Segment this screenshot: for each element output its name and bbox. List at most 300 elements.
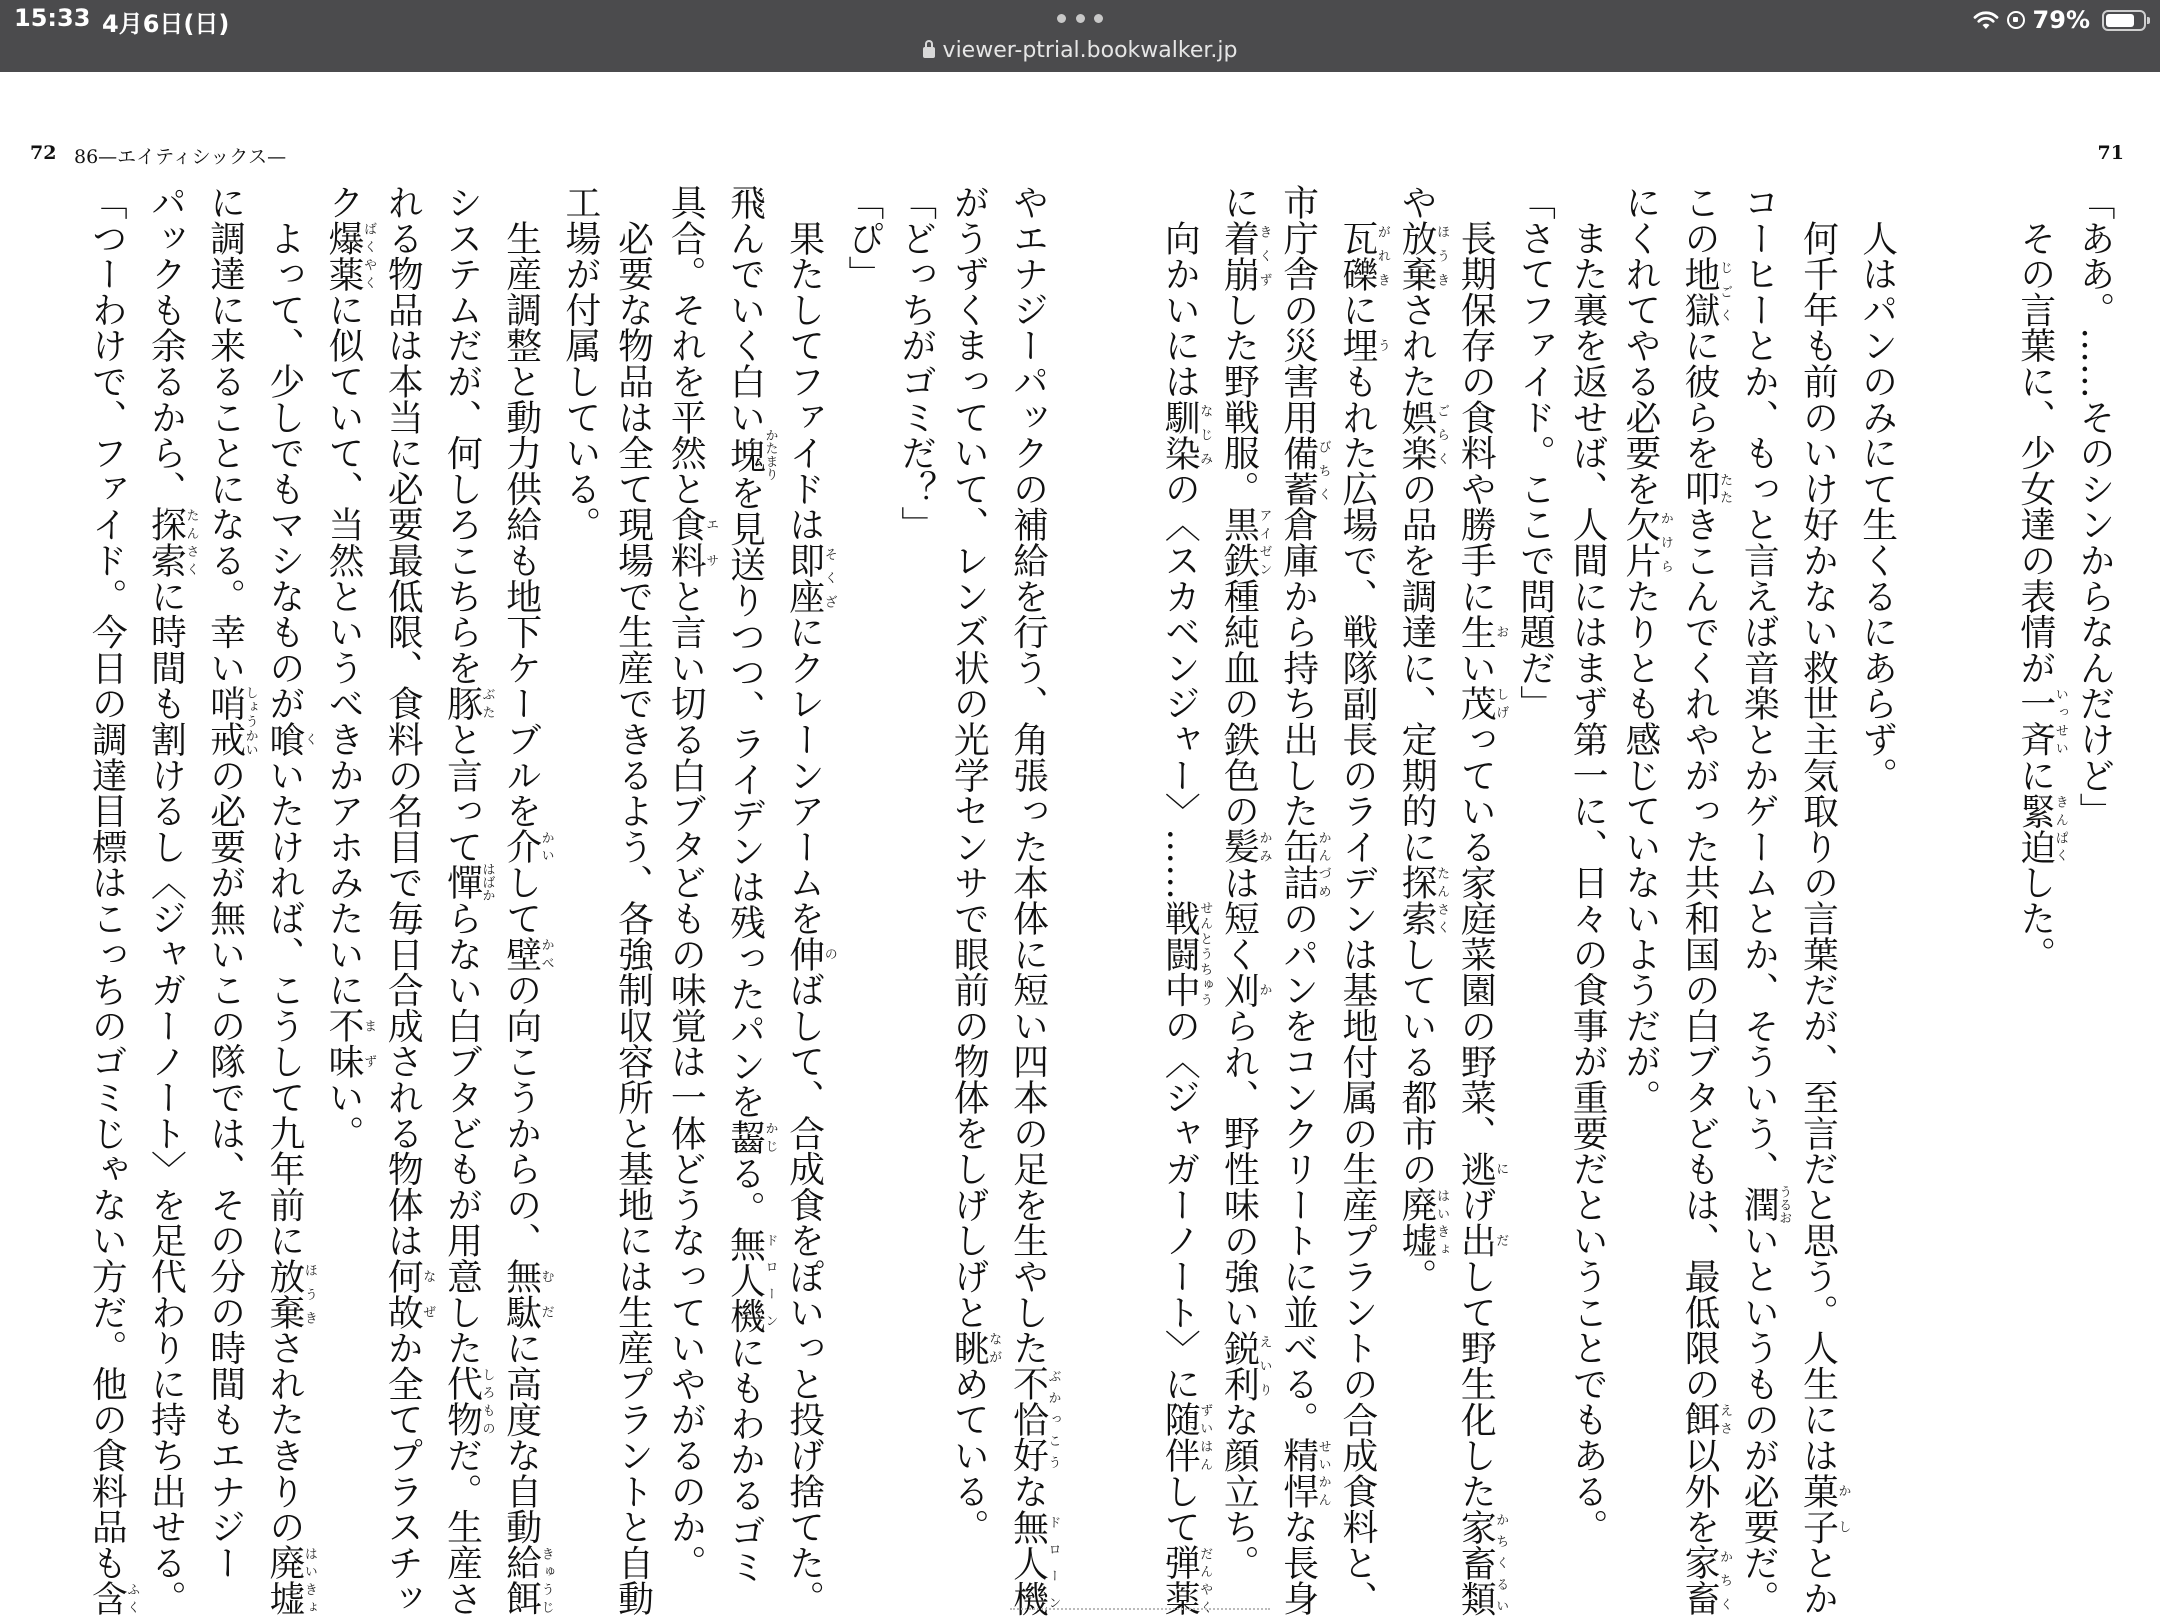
left-page-number: 72	[30, 142, 57, 164]
text-segment: の品を調達に、定期的に	[1396, 470, 1438, 865]
text-segment: いたければ、こうして九年前に	[263, 756, 305, 1259]
ruby-word	[783, 935, 837, 972]
text-segment: コーヒーとか、もっと言えば音楽とかゲームとか、そういう、	[1738, 184, 1780, 1187]
text-line	[836, 184, 889, 1554]
text-line	[2008, 184, 2067, 1554]
ruby-base: 埋	[1336, 327, 1378, 364]
text-segment: 以外を	[1679, 1437, 1721, 1545]
status-date: 4月6日(日)	[102, 10, 230, 38]
ruby-reading: ぶかっこう	[1045, 1365, 1061, 1473]
text-segment: と言い切る白ブタどもの味覚は一体どうなっていやがるのか。	[665, 577, 707, 1581]
text-segment: は短く	[1218, 864, 1260, 972]
text-segment	[1962, 184, 2003, 220]
ruby-reading: せんとうちゅう	[1197, 900, 1213, 1008]
ruby-reading: ばくやく	[361, 219, 377, 292]
text-segment: にくれてやる必要を	[1619, 184, 1661, 507]
ruby-base: 廃墟	[263, 1544, 305, 1617]
ruby-reading: かし	[1835, 1472, 1851, 1545]
text-segment: に時間も割けるし〈ジャガーノート〉を足代わりに持ち出せる。	[145, 577, 187, 1617]
ruby-word	[1679, 255, 1733, 328]
text-segment: に	[2014, 756, 2056, 793]
ruby-base: 放棄	[1396, 219, 1438, 292]
ruby-word	[783, 542, 837, 614]
ruby-word	[382, 1258, 436, 1330]
ruby-base: 家畜類	[1455, 1508, 1497, 1617]
text-segment: な長身	[1277, 1508, 1319, 1617]
text-segment: 種純血の鉄色の	[1218, 577, 1260, 829]
ruby-reading: かけら	[1657, 506, 1673, 578]
text-line	[1672, 184, 1733, 1617]
ruby-reading: はいきょ	[1434, 1186, 1450, 1259]
ruby-base: 憚	[441, 862, 483, 902]
ruby-base: 戦闘中	[1159, 900, 1201, 1008]
text-segment: この	[1679, 184, 1721, 256]
ruby-base: 菓子	[1797, 1472, 1839, 1545]
text-line	[1791, 184, 1851, 1617]
ruby-word	[1218, 219, 1272, 292]
text-line	[1903, 184, 1956, 1554]
text-line	[1153, 184, 1213, 1617]
ruby-reading: ふく	[124, 1580, 140, 1617]
text-segment: している都市の	[1396, 935, 1438, 1187]
ruby-reading: かべ	[538, 935, 554, 972]
ruby-word	[263, 721, 317, 757]
ruby-reading: ドローン	[1045, 1508, 1061, 1617]
ruby-base: 豚	[441, 685, 483, 722]
ruby-base: 放棄	[263, 1258, 305, 1330]
text-line	[198, 184, 258, 1581]
text-line	[1732, 184, 1792, 1617]
ruby-reading: ほうき	[301, 1258, 317, 1330]
left-page-text[interactable]	[80, 184, 1061, 1617]
ruby-word	[323, 219, 377, 292]
ruby-reading: エサ	[703, 506, 719, 578]
ruby-reading: う	[1374, 327, 1390, 364]
ruby-base: 一斉	[2014, 685, 2056, 757]
text-segment	[1337, 184, 1378, 220]
text-segment: っている家庭菜園の野菜、	[1455, 721, 1497, 1151]
ruby-reading: かじ	[762, 1119, 778, 1155]
ruby-base: 代物	[441, 1365, 483, 1438]
ruby-base: 精悍	[1277, 1437, 1319, 1509]
ruby-word	[500, 828, 554, 865]
text-segment: れる物品は本当に必要最低限、食料の名目で毎日合成される物体は	[382, 184, 424, 1258]
ruby-reading: いっせい	[2052, 685, 2068, 757]
ruby-word	[1455, 685, 1509, 722]
ruby-reading: じごく	[1717, 255, 1733, 328]
text-line	[889, 184, 942, 1554]
text-line	[1955, 184, 2008, 1554]
ruby-reading: に	[1493, 1150, 1509, 1187]
page-scroll-indicator	[1010, 1608, 1270, 1616]
ruby-reading: えさ	[1717, 1401, 1733, 1438]
ruby-reading: なが	[986, 1329, 1002, 1366]
text-segment: に似ていて、当然というべきかアホみたいに	[323, 291, 365, 1008]
text-line	[1212, 184, 1272, 1581]
ruby-word	[500, 1544, 554, 1617]
text-segment: を見送りつつ、ライデンは残ったパンを	[724, 474, 766, 1120]
text-segment: と言って	[441, 721, 483, 865]
ruby-reading: かみ	[1256, 828, 1272, 865]
text-line	[2067, 184, 2120, 1554]
ruby-reading: かたまり	[762, 428, 778, 481]
ruby-reading: かんづめ	[1315, 828, 1331, 901]
text-segment: ばして、合成食をぽいっと投げ捨てた。	[783, 971, 825, 1617]
ruby-reading: びちく	[1315, 434, 1331, 507]
ruby-reading: なぜ	[420, 1258, 436, 1330]
ruby-base: 缶詰	[1277, 828, 1319, 901]
text-segment: の〈ジャガーノート〉に	[1159, 1007, 1201, 1402]
text-segment: だ。生産さ	[441, 1437, 483, 1617]
text-segment: られ、野性味の強い	[1218, 1007, 1260, 1330]
text-segment: その言葉に、少女達の表情が	[2014, 184, 2056, 686]
ruby-base: 娯楽	[1396, 398, 1438, 471]
ruby-word	[441, 862, 495, 902]
text-segment: 具合。それを平然と	[665, 184, 707, 507]
text-segment: 果たしてファイドは	[783, 184, 825, 542]
text-segment: る。	[724, 1154, 766, 1227]
ruby-word	[86, 1580, 140, 1617]
ruby-reading: きゅうじ	[538, 1544, 554, 1617]
rotation-lock-icon	[2007, 11, 2025, 29]
ruby-word	[1159, 1401, 1213, 1473]
text-segment: の必要が無いこの隊では、その分の時間もエナジー	[204, 756, 246, 1581]
text-segment: 「つーわけで、ファイド。今日の調達目標はこっちのゴミじゃない方だ。他の食料品も	[86, 184, 128, 1581]
ruby-reading: がれき	[1374, 219, 1390, 292]
status-time: 15:33	[14, 4, 91, 32]
ruby-reading: きくず	[1256, 219, 1272, 292]
ruby-word	[1218, 828, 1272, 865]
ruby-reading: なじみ	[1197, 398, 1213, 471]
ruby-word	[2014, 685, 2068, 757]
ruby-base: 無人機	[1007, 1508, 1049, 1617]
text-segment: やエナジーパックの補給を行う、角張った本体に短い四本の足を生やした	[1007, 184, 1049, 1366]
text-segment: たりとも感じていないようだが。	[1619, 577, 1661, 1115]
ruby-base: 地獄	[1679, 255, 1721, 328]
ruby-base: 何故	[382, 1258, 424, 1330]
ruby-base: 緊迫	[2014, 792, 2056, 865]
ruby-word	[1455, 1150, 1509, 1187]
multitask-menu-dots-icon[interactable]	[1057, 14, 1103, 24]
ruby-reading: きんぱく	[2052, 792, 2068, 865]
text-segment: 。	[1396, 1258, 1438, 1294]
ruby-word	[1396, 864, 1450, 936]
ruby-base: 馴染	[1159, 398, 1201, 471]
ruby-base: 出	[1455, 1222, 1497, 1259]
text-line	[1330, 184, 1390, 1617]
text-segment: 向かいには	[1159, 184, 1201, 399]
text-line	[376, 184, 436, 1617]
text-segment: や	[1396, 184, 1438, 220]
ruby-base: 不恰好	[1007, 1365, 1049, 1473]
ruby-base: 伸	[783, 935, 825, 972]
text-segment: 「さてファイド。ここで問題だ」	[1514, 184, 1556, 721]
ruby-base: 喰	[263, 721, 305, 757]
text-segment: らない白ブタどもが用意した	[441, 900, 483, 1366]
ruby-reading: かい	[538, 828, 554, 865]
ruby-word	[1336, 219, 1390, 292]
ruby-reading: たんさく	[183, 506, 199, 578]
ruby-base: 備蓄	[1277, 434, 1319, 507]
ruby-reading: の	[821, 935, 837, 972]
text-line	[1001, 184, 1061, 1617]
text-segment	[1909, 184, 1950, 220]
battery-level-fill	[2106, 14, 2134, 27]
ruby-reading: お	[1493, 613, 1509, 650]
ruby-base: 爆薬	[323, 219, 365, 292]
text-segment: した。	[2014, 864, 2056, 972]
text-segment: もれた広場で、戦隊副長のライデンは基地付属の生産プラントの合成食料と、	[1336, 363, 1378, 1617]
text-segment: な	[1007, 1472, 1049, 1509]
ruby-base: 探索	[1396, 864, 1438, 936]
ruby-reading: はいきょ	[301, 1544, 317, 1617]
text-line	[1449, 184, 1509, 1617]
ruby-word	[441, 685, 495, 722]
status-indicators	[1973, 4, 2146, 36]
wifi-icon	[1973, 10, 1999, 30]
text-segment: 人はパンのみにて生くるにあらず。	[1856, 184, 1898, 793]
text-line	[1850, 184, 1903, 1554]
text-segment: 何千年も前のいけ好かない救世主気取りの言葉だが、至言だと思う。人生には	[1797, 184, 1839, 1473]
ruby-reading: く	[301, 721, 317, 757]
text-line	[1560, 184, 1613, 1554]
battery-icon	[2102, 10, 2146, 31]
ruby-word	[1396, 398, 1450, 471]
text-line	[494, 184, 554, 1617]
text-segment: い	[1455, 649, 1497, 686]
ruby-word	[145, 506, 199, 578]
text-segment: に高度な自動	[500, 1329, 542, 1545]
ruby-base: 欠片	[1619, 506, 1661, 578]
ruby-base: 逃	[1455, 1150, 1497, 1187]
ruby-word	[1679, 1401, 1733, 1438]
ruby-reading: かちくるい	[1493, 1508, 1509, 1617]
text-line	[1271, 184, 1331, 1617]
text-segment: 生産調整と動力供給も地下ケーブルを	[500, 184, 542, 829]
ruby-reading: せいかん	[1315, 1437, 1331, 1509]
text-segment: 「どっちがゴミだ？」	[895, 184, 937, 542]
text-line	[1613, 184, 1672, 1554]
text-segment: いというものが必要だ。	[1738, 1222, 1780, 1617]
ruby-base: 齧	[724, 1119, 766, 1155]
text-segment: の〈スカベンジャー〉……	[1159, 470, 1201, 901]
ruby-base: 茂	[1455, 685, 1497, 722]
text-segment: に彼らを	[1679, 327, 1721, 471]
text-segment: 「ああ。……そのシンからなんだけど」	[2074, 184, 2115, 829]
text-segment: に調達に来ることになる。幸い	[204, 184, 246, 686]
address-bar-url: viewer-ptrial.bookwalker.jp	[942, 38, 1238, 63]
ruby-word	[724, 1226, 778, 1334]
ruby-word	[1455, 1508, 1509, 1617]
battery-percentage: 79%	[2032, 6, 2090, 34]
ruby-word	[1218, 506, 1272, 578]
ruby-word	[500, 1258, 554, 1330]
ruby-base: 不味	[323, 1007, 365, 1080]
ruby-base: 廃墟	[1396, 1186, 1438, 1259]
ruby-word	[1277, 1437, 1331, 1509]
text-segment: して野生化した	[1455, 1258, 1497, 1509]
text-line	[942, 184, 1001, 1554]
ruby-word	[1007, 1508, 1061, 1617]
ruby-base: 瓦礫	[1336, 219, 1378, 292]
ruby-base: 無人機	[724, 1226, 766, 1334]
ruby-base: 弾薬	[1159, 1544, 1201, 1617]
ruby-word	[724, 1119, 778, 1155]
ruby-word	[263, 1258, 317, 1330]
ruby-reading: はばか	[479, 862, 495, 902]
ruby-base: 叩	[1679, 470, 1721, 507]
text-line	[718, 184, 778, 1585]
ruby-word	[1738, 1184, 1792, 1224]
text-segment: めている。	[948, 1365, 990, 1545]
text-line	[316, 184, 375, 1554]
ruby-word	[441, 1365, 495, 1438]
ruby-word	[204, 685, 258, 757]
ruby-base: 餌	[1679, 1401, 1721, 1438]
text-line	[659, 184, 719, 1581]
text-segment: された	[1396, 291, 1438, 399]
ruby-reading: えいり	[1256, 1329, 1272, 1402]
ruby-word	[500, 935, 554, 972]
ruby-reading: まず	[361, 1007, 377, 1080]
text-segment: にもわかるゴミ	[724, 1333, 766, 1585]
ruby-reading: かちく	[1717, 1544, 1733, 1617]
ruby-base: 探索	[145, 506, 187, 578]
right-page-text[interactable]	[1153, 184, 2120, 1617]
ruby-reading: だ	[1493, 1222, 1509, 1259]
ruby-word	[724, 428, 778, 481]
text-segment: 工場が付属している。	[559, 184, 601, 542]
ruby-reading: しょうかい	[242, 685, 258, 757]
ruby-reading: むだ	[538, 1258, 554, 1330]
address-bar[interactable]	[0, 38, 2160, 63]
ruby-base: 食料	[665, 506, 707, 578]
text-segment: 倉庫から持ち出した	[1277, 506, 1319, 829]
ruby-word	[1277, 434, 1331, 507]
text-segment: 「ぴ」	[842, 184, 884, 292]
ruby-word	[1336, 327, 1390, 364]
ruby-base: 着崩	[1218, 219, 1260, 292]
ruby-word	[1277, 828, 1331, 901]
ruby-reading: しろもの	[479, 1365, 495, 1438]
ruby-base: 無駄	[500, 1258, 542, 1330]
text-segment: な顔立ち。	[1218, 1401, 1260, 1581]
text-segment: ク	[323, 184, 365, 220]
text-line	[139, 184, 199, 1617]
text-segment: の向こうからの、	[500, 971, 542, 1259]
ruby-word	[263, 1544, 317, 1617]
ruby-word	[665, 506, 719, 578]
text-segment: とか	[1797, 1544, 1839, 1617]
text-line	[257, 184, 317, 1617]
text-line	[80, 184, 140, 1617]
text-segment: パックも余るから、	[145, 184, 187, 507]
text-line	[606, 184, 659, 1616]
ruby-base: 哨戒	[204, 685, 246, 757]
text-segment: した野戦服。	[1218, 291, 1260, 507]
ruby-word	[1797, 1472, 1851, 1545]
text-segment: げ	[1455, 1186, 1497, 1223]
ruby-reading: たんさく	[1434, 864, 1450, 936]
text-line	[777, 184, 837, 1617]
ruby-reading: ほうき	[1434, 219, 1450, 292]
ruby-word	[1218, 971, 1272, 1008]
ruby-base: 壁	[500, 935, 542, 972]
text-segment: システムだが、何しろこちらを	[441, 184, 483, 686]
text-segment: 市庁舎の災害用	[1277, 184, 1319, 435]
ruby-word	[1159, 398, 1213, 471]
text-segment: のパンをコンクリートに並べる。	[1277, 900, 1319, 1438]
ruby-base: 即座	[783, 542, 825, 614]
ruby-word	[1159, 900, 1213, 1008]
ruby-base: 刈	[1218, 971, 1260, 1008]
ruby-reading: だんやく	[1197, 1544, 1213, 1617]
right-page-number: 71	[2097, 142, 2124, 164]
ruby-base: 塊	[724, 428, 766, 481]
ruby-word	[1679, 470, 1733, 507]
text-segment: 長期保存の食料や勝手に	[1455, 184, 1497, 614]
ruby-base: 黒鉄	[1218, 506, 1260, 578]
text-segment: にクレーンアームを	[783, 613, 825, 936]
text-segment: また裏を返せば、人間にはまず第一に、日々の食事が重要だということでもある。	[1567, 184, 1609, 1545]
ruby-reading: か	[1256, 971, 1272, 1008]
ruby-word	[1007, 1365, 1061, 1473]
ruby-base: 潤	[1738, 1184, 1780, 1224]
ruby-word	[1396, 1186, 1450, 1259]
ruby-base: 随伴	[1159, 1401, 1201, 1473]
ruby-word	[1679, 1544, 1733, 1617]
text-segment: 必要な物品は全て現場で生産できるよう、各強制収容所と基地には生産プラントと自動	[612, 184, 654, 1616]
ruby-word	[1455, 613, 1509, 650]
ruby-base: 給餌	[500, 1544, 542, 1617]
text-line	[1389, 184, 1448, 1554]
text-line	[553, 184, 606, 1554]
ruby-base: 生	[1455, 613, 1497, 650]
ruby-reading: アイゼン	[1256, 506, 1272, 578]
ruby-base: 髪	[1218, 828, 1260, 865]
ruby-base: 鋭利	[1218, 1329, 1260, 1402]
text-segment: い。	[323, 1079, 365, 1151]
text-segment: して	[500, 864, 542, 936]
ruby-reading: たた	[1717, 470, 1733, 507]
text-segment: きこんでくれやがった共和国の白ブタどもは、最低限の	[1679, 506, 1721, 1402]
ruby-base: 含	[86, 1580, 128, 1617]
ruby-reading: ずいはん	[1197, 1401, 1213, 1473]
ruby-word	[1218, 1329, 1272, 1402]
ruby-word	[1455, 1222, 1509, 1259]
ruby-reading: ぶた	[479, 685, 495, 722]
text-segment: されたきりの	[263, 1329, 305, 1545]
ruby-reading: そくざ	[821, 542, 837, 614]
text-segment: 飛んでいく白い	[724, 184, 766, 435]
ruby-word	[1396, 219, 1450, 292]
ruby-word	[2014, 792, 2068, 865]
status-bar	[0, 0, 2160, 72]
ruby-word	[1159, 1544, 1213, 1617]
ruby-reading: ごらく	[1434, 398, 1450, 471]
ruby-word	[948, 1329, 1002, 1366]
lock-icon	[923, 47, 935, 58]
ruby-reading: うるお	[1776, 1184, 1792, 1224]
ruby-base: 家畜	[1679, 1544, 1721, 1617]
text-segment: に	[1218, 184, 1260, 220]
text-segment: に	[1336, 291, 1378, 328]
ruby-base: 眺	[948, 1329, 990, 1366]
text-segment: して	[1159, 1472, 1201, 1545]
ruby-reading: しげ	[1493, 685, 1509, 722]
running-title: 86—エイティシックス—	[74, 146, 287, 168]
text-line	[435, 184, 495, 1617]
